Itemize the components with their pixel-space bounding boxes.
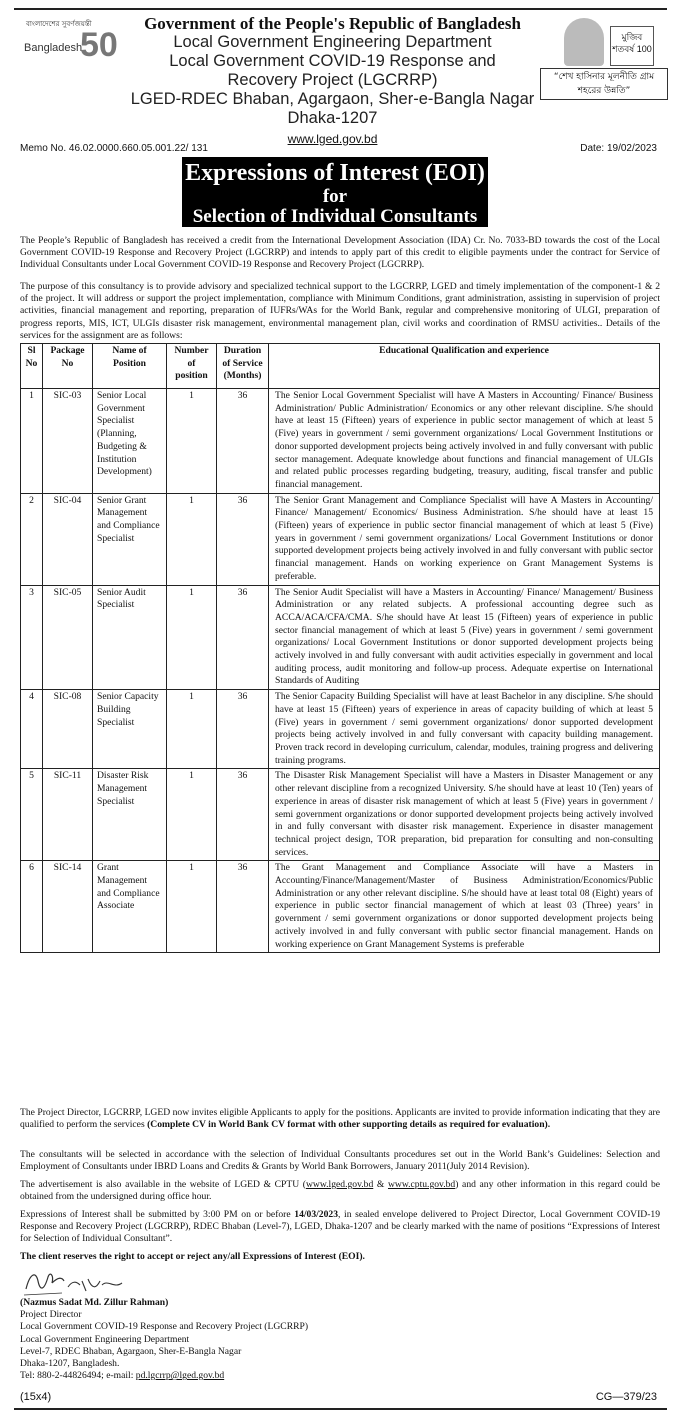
reservation-text: The client reserves the right to accept or reject any/all Expressions of Interest (EOI). <box>20 1251 365 1262</box>
portrait-image <box>564 18 604 66</box>
table-row <box>21 493 660 585</box>
col-header-number: Number of position <box>167 344 217 389</box>
advert-text-b: ) and any other information in this regard could be obtained from the undersigned during office hour. <box>20 1179 660 1203</box>
cell-duration: 36 <box>217 585 269 690</box>
logo-bangla-text: বাংলাদেশের সুবর্ণজয়ন্তী <box>26 20 92 28</box>
cell-duration: 36 <box>217 769 269 861</box>
mujib-borsho-mark: মুজিব শতবর্ষ 100 <box>610 26 654 66</box>
memo-number: Memo No. 46.02.0000.660.05.001.22/ 131 <box>20 143 208 154</box>
cell-qualification: The Senior Capacity Building Specialist will have at least Bachelor in any discipline. S/he should have at least 15 (Fifteen) years of experience in areas of capacity building of which at least 5 (Five) years in government / semi government organizations/ donor supported development projects being actively involved in and fully conversant with capacity building management. Proven track record in developing curriculum, calendar, modules, training progress and delivering training programs. <box>269 690 660 769</box>
positions-table <box>20 343 660 953</box>
signatory-project: Local Government COVID-19 Response and Recovery Project (LGCRRP) <box>20 1321 309 1333</box>
cell-duration: 36 <box>217 389 269 494</box>
bangladesh-50-logo <box>20 20 118 64</box>
eoi-title-line1: Expressions of Interest (EOI) <box>185 160 485 186</box>
signatory-address2: Dhaka-1207, Bangladesh. <box>20 1358 120 1370</box>
table-row <box>21 690 660 769</box>
cell-number: 1 <box>167 690 217 769</box>
signatory-tel: Tel: 880-2-44826494; e-mail: <box>20 1370 136 1382</box>
project-name-line1: Local Government COVID-19 Response and <box>169 52 496 70</box>
logo-bangladesh-text: Bangladesh <box>24 42 83 54</box>
cptu-website-link[interactable]: www.cptu.gov.bd <box>387 1179 456 1190</box>
cell-number: 1 <box>167 389 217 494</box>
advert-text-mid: & <box>373 1179 388 1190</box>
cell-package: SIC-14 <box>43 861 93 953</box>
cell-sl: 6 <box>21 861 43 953</box>
signature-drawing <box>22 1267 132 1301</box>
cell-qualification: The Senior Grant Management and Compliance Specialist will have A Masters in Accounting/ Finance/ Management/ Economics/ Business Administration. S/he should have at least 15 (Fifteen) years of experience in public sector financial management of which at least 5 (Five) years in government / semi government organizations/ Local Government Institutions or donor supported development projects being actively involved in and fully conversant with public sector financial management. Hands on working experience on Grant Management Systems is preferable. <box>269 493 660 585</box>
signatory-address1: Level-7, RDEC Bhaban, Agargaon, Sher-E-Bangla Nagar <box>20 1345 242 1357</box>
eoi-title-banner <box>182 157 488 227</box>
cell-position: Senior Audit Specialist <box>93 585 167 690</box>
signatory-block <box>20 1297 308 1382</box>
submission-paragraph <box>20 1209 660 1246</box>
cell-package: SIC-03 <box>43 389 93 494</box>
cell-position: Senior Capacity Building Specialist <box>93 690 167 769</box>
government-title: Government of the People's Republic of Bangladesh <box>144 14 521 33</box>
footer-size-code: (15x4) <box>20 1391 52 1403</box>
col-header-package: Package No <box>43 344 93 389</box>
cell-sl: 2 <box>21 493 43 585</box>
letterhead <box>110 14 555 149</box>
cell-duration: 36 <box>217 690 269 769</box>
signatory-name-text: (Nazmus Sadat Md. Zillur Rahman) <box>20 1297 169 1308</box>
cell-number: 1 <box>167 585 217 690</box>
cell-qualification: The Senior Local Government Specialist will have A Masters in Accounting/ Finance/ Business Administration/ Public Administration/ Economics or any other relevant discipline. S/he should have at least 15 (Fifteen) years of experience in public sector management of which at least 5 (Five) years in government / semi government organizations/ Local Government Institutions or donor supported development projects being actively involved in and fully conversant with public sector management. Adequate knowledge about functions and financial management of ULGIs and related public processes regarding budgeting, treasury, auditing, fiscal transfer and public financial management. <box>269 389 660 494</box>
cell-number: 1 <box>167 861 217 953</box>
website-link[interactable]: www.lged.gov.bd <box>287 132 378 146</box>
logo-fifty-mark: 50 <box>80 26 118 64</box>
cell-package: SIC-04 <box>43 493 93 585</box>
memo-date: Date: 19/02/2023 <box>580 143 657 154</box>
cell-duration: 36 <box>217 493 269 585</box>
invitation-paragraph <box>20 1107 660 1131</box>
cell-sl: 3 <box>21 585 43 690</box>
cell-number: 1 <box>167 769 217 861</box>
cell-qualification: The Disaster Risk Management Specialist will have a Masters in Disaster Management or any other relevant discipline from a recognized University. S/he should have at least 10 (Ten) years of experience in areas of disaster risk management of which at least 5 (Five) years in government / semi government organizations or donor supported development projects being actively involved in and fully conversant with disaster risk management. Experience in disaster management technical project design, TOR preparation, bid preparation for consulting and non-consulting services. <box>269 769 660 861</box>
cell-sl: 5 <box>21 769 43 861</box>
address-line2: Dhaka-1207 <box>287 109 378 127</box>
cell-package: SIC-11 <box>43 769 93 861</box>
handwritten-signature <box>22 1267 132 1301</box>
signatory-title: Project Director <box>20 1309 82 1321</box>
cell-position: Grant Management and Compliance Associate <box>93 861 167 953</box>
footer-reference-code: CG—379/23 <box>595 1391 657 1403</box>
invitation-text: The Project Director, LGCRRP, LGED now invites eligible Applicants to apply for the positions. Applicants are invited to provide information indicating that they are qualified to perform the services <box>20 1107 660 1131</box>
invitation-cv-requirement: (Complete CV in World Bank CV format with other supporting details as required for evaluation). <box>147 1119 551 1131</box>
project-name-line2: Recovery Project (LGCRRP) <box>227 71 438 89</box>
cell-sl: 4 <box>21 690 43 769</box>
col-header-qualification: Educational Qualification and experience <box>269 344 660 389</box>
purpose-paragraph: The purpose of this consultancy is to provide advisory and specialized technical support to the LGCRRP, LGED and timely implementation of the component-1 & 2 of the project. It will address or support the project implementation, compliance with Minimum Conditions, grant administration, assisting in supervision of project activities, financial management and reporting, preparation of IUFRs/WAs for the World Bank, regular and comprehensive monitoring of ULGI, preparation of progress reports, MIS, ICT, ULGIs disaster risk management, environmental management plan, civil works and coordination of RMSU activities.. Details of the services for the assignment are as follows: <box>20 281 660 341</box>
table-row <box>21 769 660 861</box>
table-row <box>21 861 660 953</box>
selection-paragraph: The consultants will be selected in accordance with the selection of Individual Consultants procedures set out in the World Bank’s Guidelines: Selection and Employment of Consultants under IBRD Loans and Credits & Grants by World Bank Borrowers, January 2011(July 2014 Revision). <box>20 1149 660 1173</box>
eoi-title-line3: Selection of Individual Consultants <box>192 206 478 227</box>
advertisement-paragraph <box>20 1179 660 1203</box>
bottom-rule <box>14 1408 667 1410</box>
signatory-name <box>20 1297 308 1309</box>
signatory-department: Local Government Engineering Department <box>20 1333 190 1345</box>
cell-position: Senior Local Government Specialist (Planning, Budgeting & Institution Development) <box>93 389 167 494</box>
table-header-row <box>21 344 660 389</box>
submission-text-b: , in sealed envelope delivered to Project Director, Local Government COVID-19 Response and Recovery Project (LGCRRP), RDEC Bhaban (Level-7), LGED, Dhaka-1207 and be clearly marked with the name of positions “Expressions of Interest for Selection of Individual Consultant”. <box>20 1209 660 1245</box>
cell-package: SIC-05 <box>43 585 93 690</box>
cell-package: SIC-08 <box>43 690 93 769</box>
department-name: Local Government Engineering Department <box>173 33 492 51</box>
eoi-title-line2: for <box>322 186 348 207</box>
signatory-contact <box>20 1370 308 1382</box>
table-row <box>21 585 660 690</box>
cell-duration: 36 <box>217 861 269 953</box>
slogan-box: “শেখ হাসিনার মূলনীতি গ্রাম শহরের উন্নতি” <box>540 68 668 100</box>
col-header-duration: Duration of Service (Months) <box>217 344 269 389</box>
signatory-email-link[interactable]: pd.lgcrrp@lged.gov.bd <box>135 1370 225 1382</box>
submission-deadline: 14/03/2023 <box>294 1209 338 1220</box>
cell-qualification: The Grant Management and Compliance Associate will have a Masters in Accounting/Finance/Management/Master of Business Administration/Economics/Public Administration or any other relevant discipline. S/he should have at least total 08 (Eight) years of experience in public sector financial management of which at least 03 (Three) years’ in government / semi government organizations or donor supported development projects being actively involved in and fully conversant with public sector financial management. Hands on working experience on Grant Management Systems is preferable <box>269 861 660 953</box>
col-header-sl: Sl No <box>21 344 43 389</box>
lged-website-link[interactable]: www.lged.gov.bd <box>306 1179 374 1190</box>
cell-qualification: The Senior Audit Specialist will have a Masters in Accounting/ Finance/ Management/ Business Administration or any related subjects. A professional accounting degree such as ACCA/ACA/CFA/CMA. S/he should have At least 15 (Fifteen) years of experience in public sector financial management of which at least 5 (Five) years in government / semi government organizations/ Local Government Institutions or donor supported development projects being actively involved in and fully conversant with audit activities especially in government and local auditing process, audit monitoring and follow-up process. Adequate expertise on International Standards of Auditing <box>269 585 660 690</box>
intro-paragraph: The People’s Republic of Bangladesh has received a credit from the International Development Association (IDA) Cr. No. 7033-BD towards the cost of the Local Government COVID-19 Response and Recovery Project (LGCRRP) and intends to apply part of this credit to eligible payments under the contract for Service of Individual Consultants under Local Government COVID-19 Response and Recovery Project (LGCRRP). <box>20 235 660 271</box>
advert-text-a: The advertisement is also available in the website of LGED & CPTU ( <box>20 1179 306 1190</box>
cell-number: 1 <box>167 493 217 585</box>
cell-position: Senior Grant Management and Compliance Specialist <box>93 493 167 585</box>
reservation-paragraph <box>20 1251 660 1263</box>
col-header-position: Name of Position <box>93 344 167 389</box>
top-rule <box>14 8 667 10</box>
cell-sl: 1 <box>21 389 43 494</box>
address-line1: LGED-RDEC Bhaban, Agargaon, Sher-e-Bangla Nagar <box>130 90 535 108</box>
mujib-centenary-logo <box>540 18 668 102</box>
submission-text-a: Expressions of Interest shall be submitted by 3:00 PM on or before <box>20 1209 295 1220</box>
cell-position: Disaster Risk Management Specialist <box>93 769 167 861</box>
table-row <box>21 389 660 494</box>
